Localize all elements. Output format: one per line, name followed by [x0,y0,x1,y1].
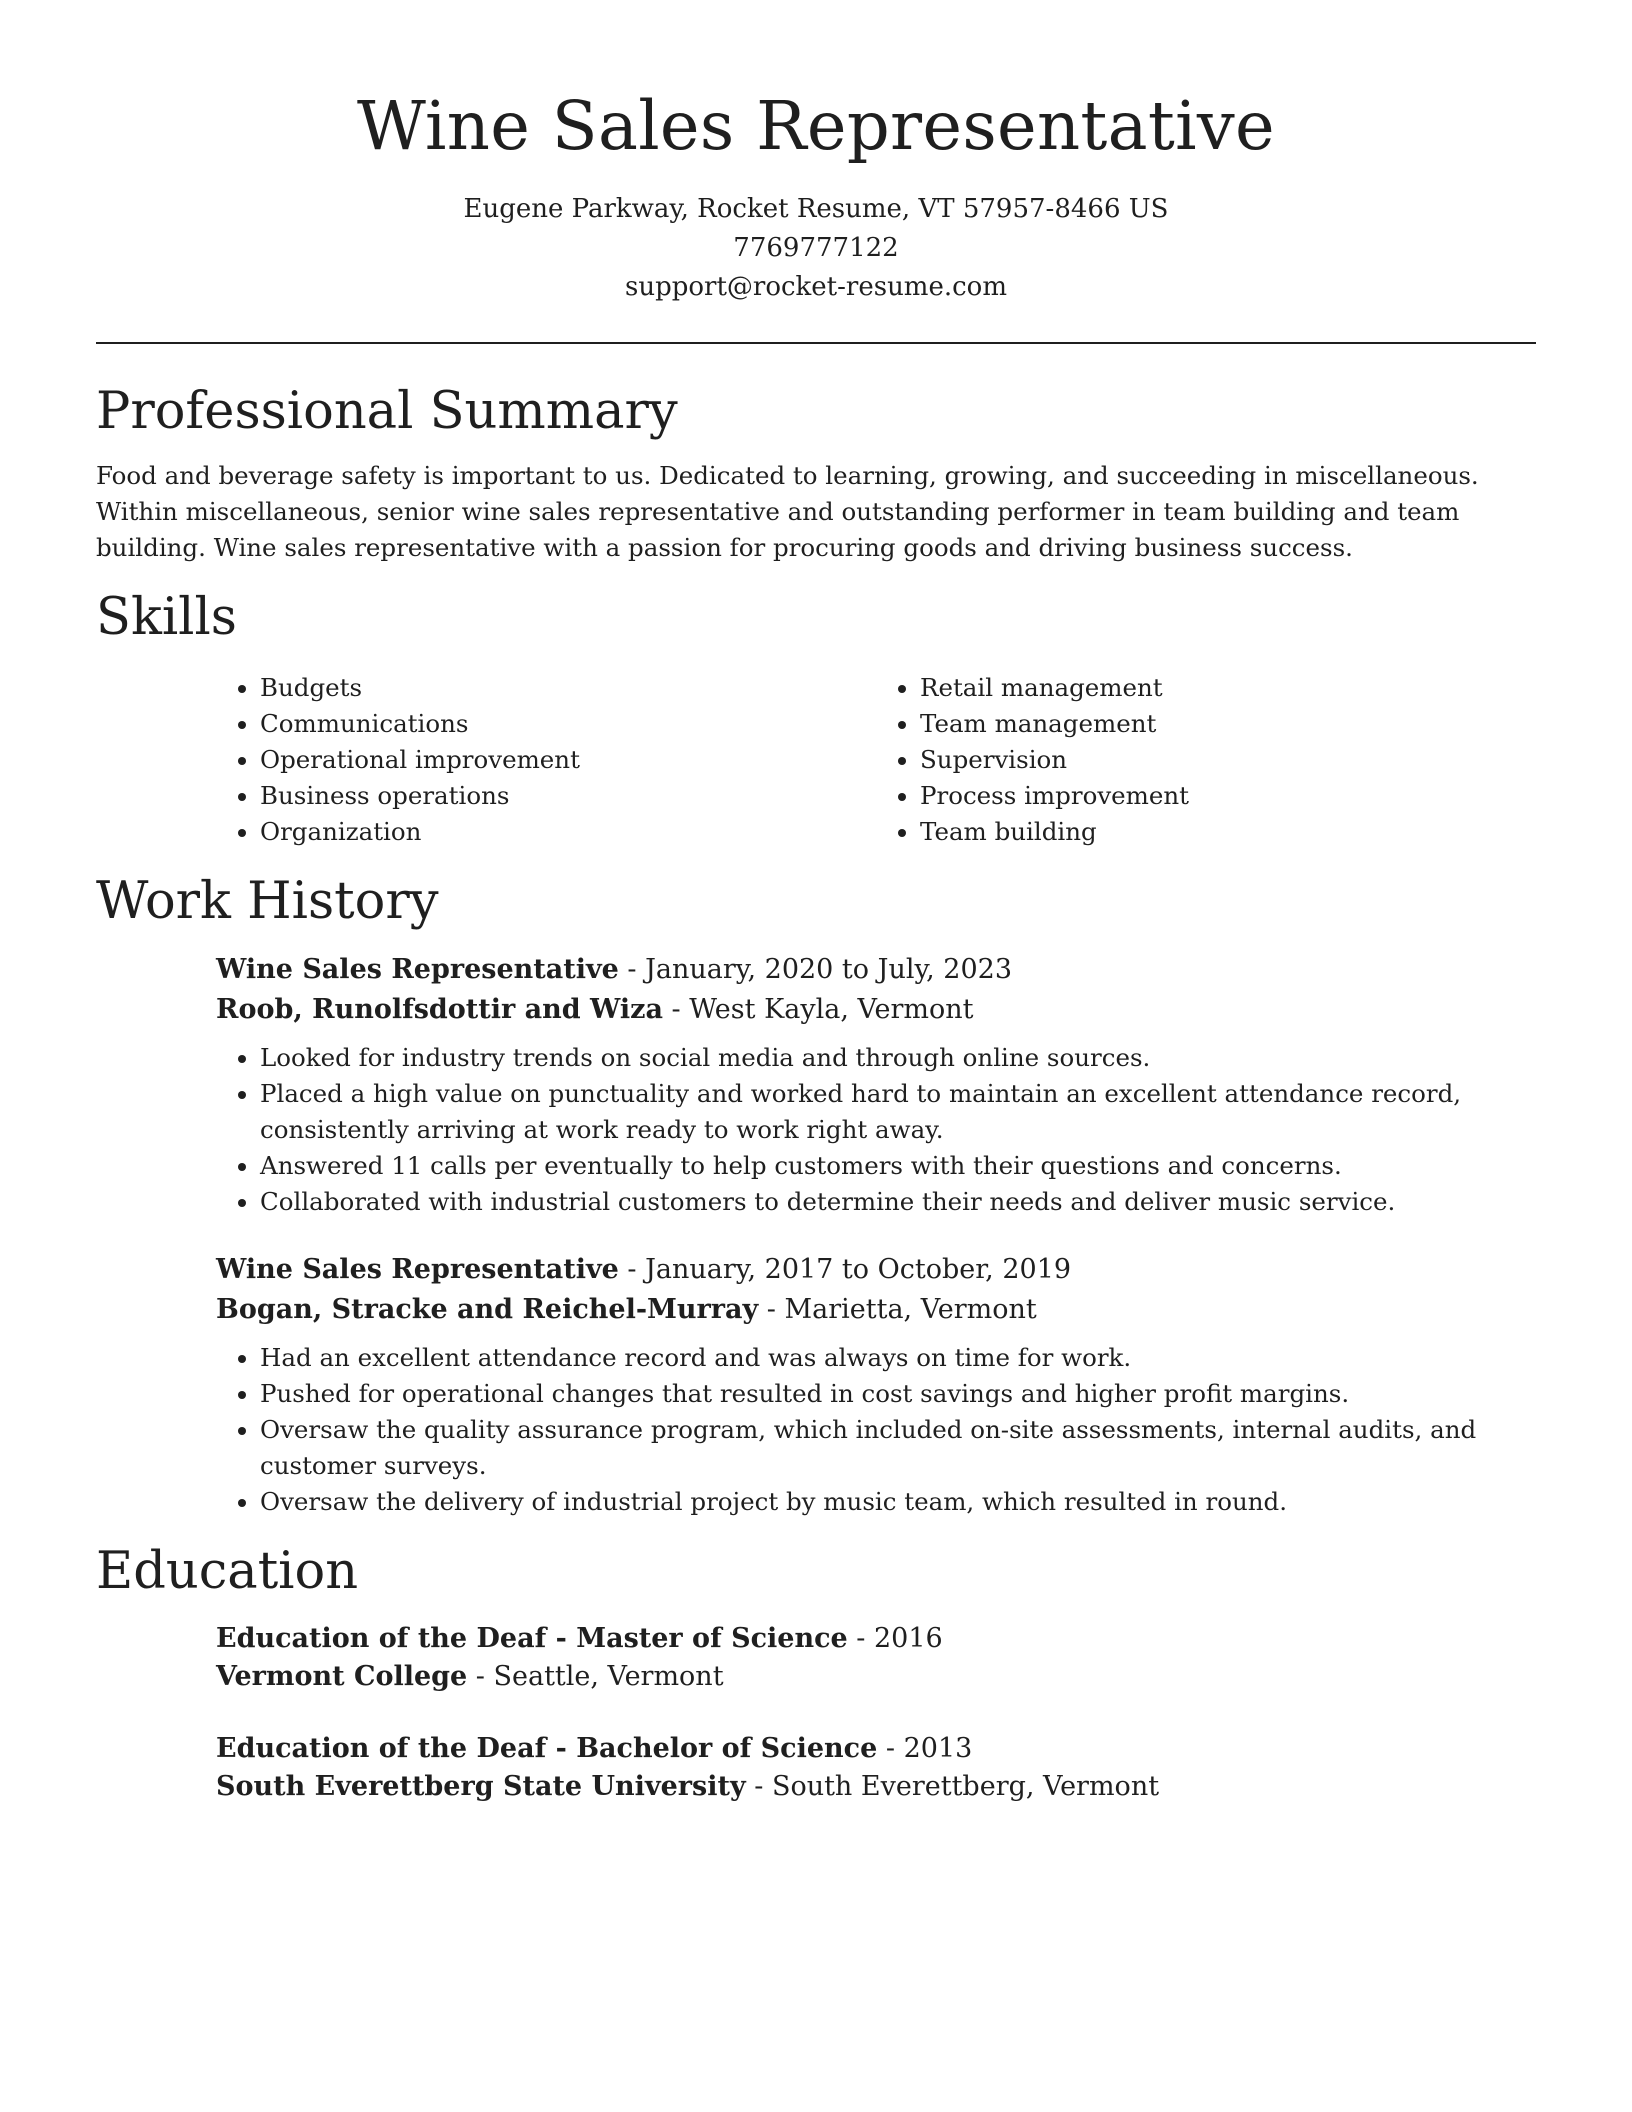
school-name: Vermont College [216,1661,468,1692]
candidate-title: Wine Sales Representative [357,87,1275,165]
job-bullet: • Placed a high value on punctuality and worked hard to maintain an excellent attendance record, consistently arriving at work ready to work right away. [260,1076,1536,1148]
education-entry [216,1730,1536,1806]
school-location: - Seattle, Vermont [467,1661,724,1692]
degree-name: Education of the Deaf - Bachelor of Science [216,1733,878,1764]
job-bullet: • Pushed for operational changes that resulted in cost savings and higher profit margins. [260,1376,1536,1412]
education-heading: Education [96,1542,359,1601]
job-title: Wine Sales Representative [216,1254,619,1285]
school-line [216,1768,1536,1806]
job-title: Wine Sales Representative [216,954,619,985]
degree-year: - 2016 [847,1623,943,1654]
job-bullets [216,1040,1536,1220]
school-line [216,1658,1536,1696]
contact-block [96,190,1536,307]
job-bullets [216,1340,1536,1520]
job-location: - West Kayla, Vermont [662,994,974,1025]
summary-section [96,382,1536,566]
degree-line [216,1730,1536,1768]
job-bullet: • Oversaw the delivery of industrial project by music team, which resulted in round. [260,1484,1536,1520]
email-text: support@rocket-resume.com [624,272,1007,302]
work-history-heading: Work History [96,872,439,931]
job-title-line [216,1250,1536,1290]
job-company-line [216,1290,1536,1330]
job-dates: - January, 2017 to October, 2019 [618,1254,1072,1285]
skills-grid [216,670,1536,850]
skills-column-right [876,670,1536,850]
job-location: - Marietta, Vermont [758,1294,1037,1325]
resume-header [96,0,1536,307]
degree-line [216,1620,1536,1658]
job-bullet: • Collaborated with industrial customers to determine their needs and deliver music service. [260,1184,1536,1220]
school-location: - South Everettberg, Vermont [745,1771,1160,1802]
skills-section [96,588,1536,850]
resume-page [96,0,1536,1806]
header-divider [96,342,1536,344]
job-entry [216,1250,1536,1520]
skills-heading: Skills [96,588,237,647]
skill-item: • Team building [920,814,1536,850]
job-bullet: • Answered 11 calls per eventually to help customers with their questions and concerns. [260,1148,1536,1184]
company-name: Bogan, Stracke and Reichel-Murray [216,1294,759,1325]
company-name: Roob, Runolfsdottir and Wiza [216,994,663,1025]
job-bullet: • Had an excellent attendance record and was always on time for work. [260,1340,1536,1376]
job-dates: - January, 2020 to July, 2023 [618,954,1013,985]
skill-item: • Retail management [920,670,1536,706]
skill-item: • Organization [260,814,876,850]
job-title-line [216,950,1536,990]
skill-item: • Budgets [260,670,876,706]
summary-paragraph: Food and beverage safety is important to us. Dedicated to learning, growing, and succeeding in miscellaneous. Within miscellaneous, senior wine sales representative and outstanding performer in team building and team building. Wine sales representative with a passion for procuring goods and driving business success. [96,461,1479,562]
degree-name: Education of the Deaf - Master of Science [216,1623,848,1654]
job-bullet: • Oversaw the quality assurance program, which included on-site assessments, internal audits, and customer surveys. [260,1412,1536,1484]
phone-text: 7769777122 [733,233,899,263]
skill-item: • Operational improvement [260,742,876,778]
school-name: South Everettberg State University [216,1771,746,1802]
job-bullet: • Looked for industry trends on social media and through online sources. [260,1040,1536,1076]
skill-item: • Business operations [260,778,876,814]
skill-item: • Process improvement [920,778,1536,814]
work-history-section [96,872,1536,1520]
education-entry [216,1620,1536,1696]
education-section [96,1542,1536,1806]
skill-item: • Supervision [920,742,1536,778]
job-company-line [216,990,1536,1030]
skill-item: • Team management [920,706,1536,742]
skill-item: • Communications [260,706,876,742]
address-text: Eugene Parkway, Rocket Resume, VT 57957-8466 US [463,194,1169,224]
degree-year: - 2013 [877,1733,973,1764]
skills-column-left [216,670,876,850]
job-entry [216,950,1536,1220]
summary-heading: Professional Summary [96,382,678,441]
